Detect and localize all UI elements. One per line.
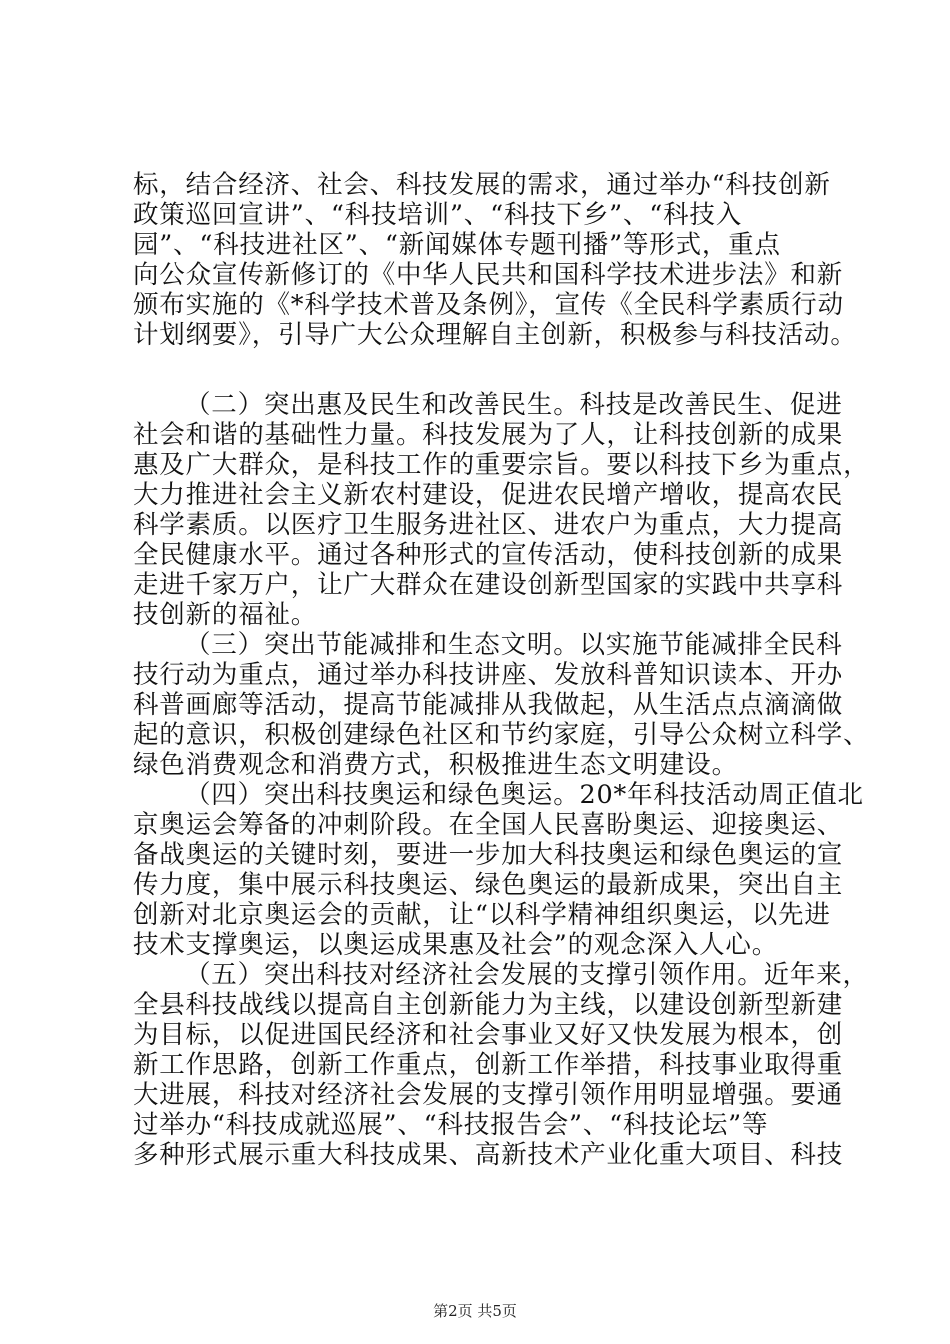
text-line: （三）突出节能减排和生态文明。以实施节能减排全民科 bbox=[185, 630, 843, 660]
text-line: （五）突出科技对经济社会发展的支撑引领作用。近年来， bbox=[185, 960, 869, 990]
page-number-footer: 第2页 共5页 bbox=[433, 1302, 517, 1320]
text-line: 科普画廊等活动，提高节能减排从我做起，从生活点点滴滴做 bbox=[133, 690, 844, 720]
text-line: 京奥运会筹备的冲刺阶段。在全国人民喜盼奥运、迎接奥运、 bbox=[133, 810, 844, 840]
text-line: 园”、“科技进社区”、“新闻媒体专题刊播”等形式，重点 bbox=[133, 230, 781, 260]
text-line: 备战奥运的关键时刻，要进一步加大科技奥运和绿色奥运的宣 bbox=[133, 840, 844, 870]
text-line: 全民健康水平。通过各种形式的宣传活动，使科技创新的成果 bbox=[133, 540, 844, 570]
document-body bbox=[133, 170, 870, 1170]
text-line: 起的意识，积极创建绿色社区和节约家庭，引导公众树立科学、 bbox=[133, 720, 870, 750]
text-line: 社会和谐的基础性力量。科技发展为了人，让科技创新的成果 bbox=[133, 420, 844, 450]
text-line: （二）突出惠及民生和改善民生。科技是改善民生、促进 bbox=[185, 390, 843, 420]
text-line: 创新对北京奥运会的贡献，让“以科学精神组织奥运，以先进 bbox=[133, 900, 831, 930]
paragraph-intro bbox=[133, 170, 857, 350]
text-line: 大力推进社会主义新农村建设，促进农民增产增收，提高农民 bbox=[133, 480, 844, 510]
text-line: 技创新的福祉。 bbox=[133, 600, 318, 630]
text-line: 传力度，集中展示科技奥运、绿色奥运的最新成果，突出自主 bbox=[133, 870, 844, 900]
text-line: 走进千家万户，让广大群众在建设创新型国家的实践中共享科 bbox=[133, 570, 844, 600]
text-line: 标，结合经济、社会、科技发展的需求，通过举办“科技创新 bbox=[133, 170, 831, 200]
text-line: 过举办“科技成就巡展”、“科技报告会”、“科技论坛”等 bbox=[133, 1110, 769, 1140]
text-line: 计划纲要》，引导广大公众理解自主创新，积极参与科技活动。 bbox=[133, 320, 857, 350]
paragraph-5 bbox=[133, 960, 869, 1170]
paragraph-3 bbox=[133, 630, 870, 780]
text-line: 科学素质。以医疗卫生服务进社区、进农户为重点，大力提高 bbox=[133, 510, 844, 540]
text-line: 颁布实施的《*科学技术普及条例》，宣传《全民科学素质行动 bbox=[133, 290, 844, 320]
text-line: 惠及广大群众，是科技工作的重要宗旨。要以科技下乡为重点， bbox=[133, 450, 870, 480]
paragraph-4 bbox=[133, 780, 864, 960]
text-line: 为目标，以促进国民经济和社会事业又好又快发展为根本，创 bbox=[133, 1020, 844, 1050]
paragraph-spacer bbox=[133, 350, 845, 390]
text-line: 技行动为重点，通过举办科技讲座、发放科普知识读本、开办 bbox=[133, 660, 844, 690]
text-line: （四）突出科技奥运和绿色奥运。20*年科技活动周正值北 bbox=[185, 780, 864, 810]
text-line: 绿色消费观念和消费方式，积极推进生态文明建设。 bbox=[133, 750, 738, 780]
text-line: 新工作思路，创新工作重点，创新工作举措，科技事业取得重 bbox=[133, 1050, 844, 1080]
text-line: 全县科技战线以提高自主创新能力为主线，以建设创新型新建 bbox=[133, 990, 844, 1020]
paragraph-2 bbox=[133, 390, 870, 630]
text-line: 多种形式展示重大科技成果、高新技术产业化重大项目、科技 bbox=[133, 1140, 844, 1170]
text-line: 技术支撑奥运，以奥运成果惠及社会”的观念深入人心。 bbox=[133, 930, 779, 960]
text-line: 向公众宣传新修订的《中华人民共和国科学技术进步法》和新 bbox=[133, 260, 844, 290]
text-line: 大进展，科技对经济社会发展的支撑引领作用明显增强。要通 bbox=[133, 1080, 844, 1110]
text-line: 政策巡回宣讲”、“科技培训”、“科技下乡”、“科技入 bbox=[133, 200, 743, 230]
